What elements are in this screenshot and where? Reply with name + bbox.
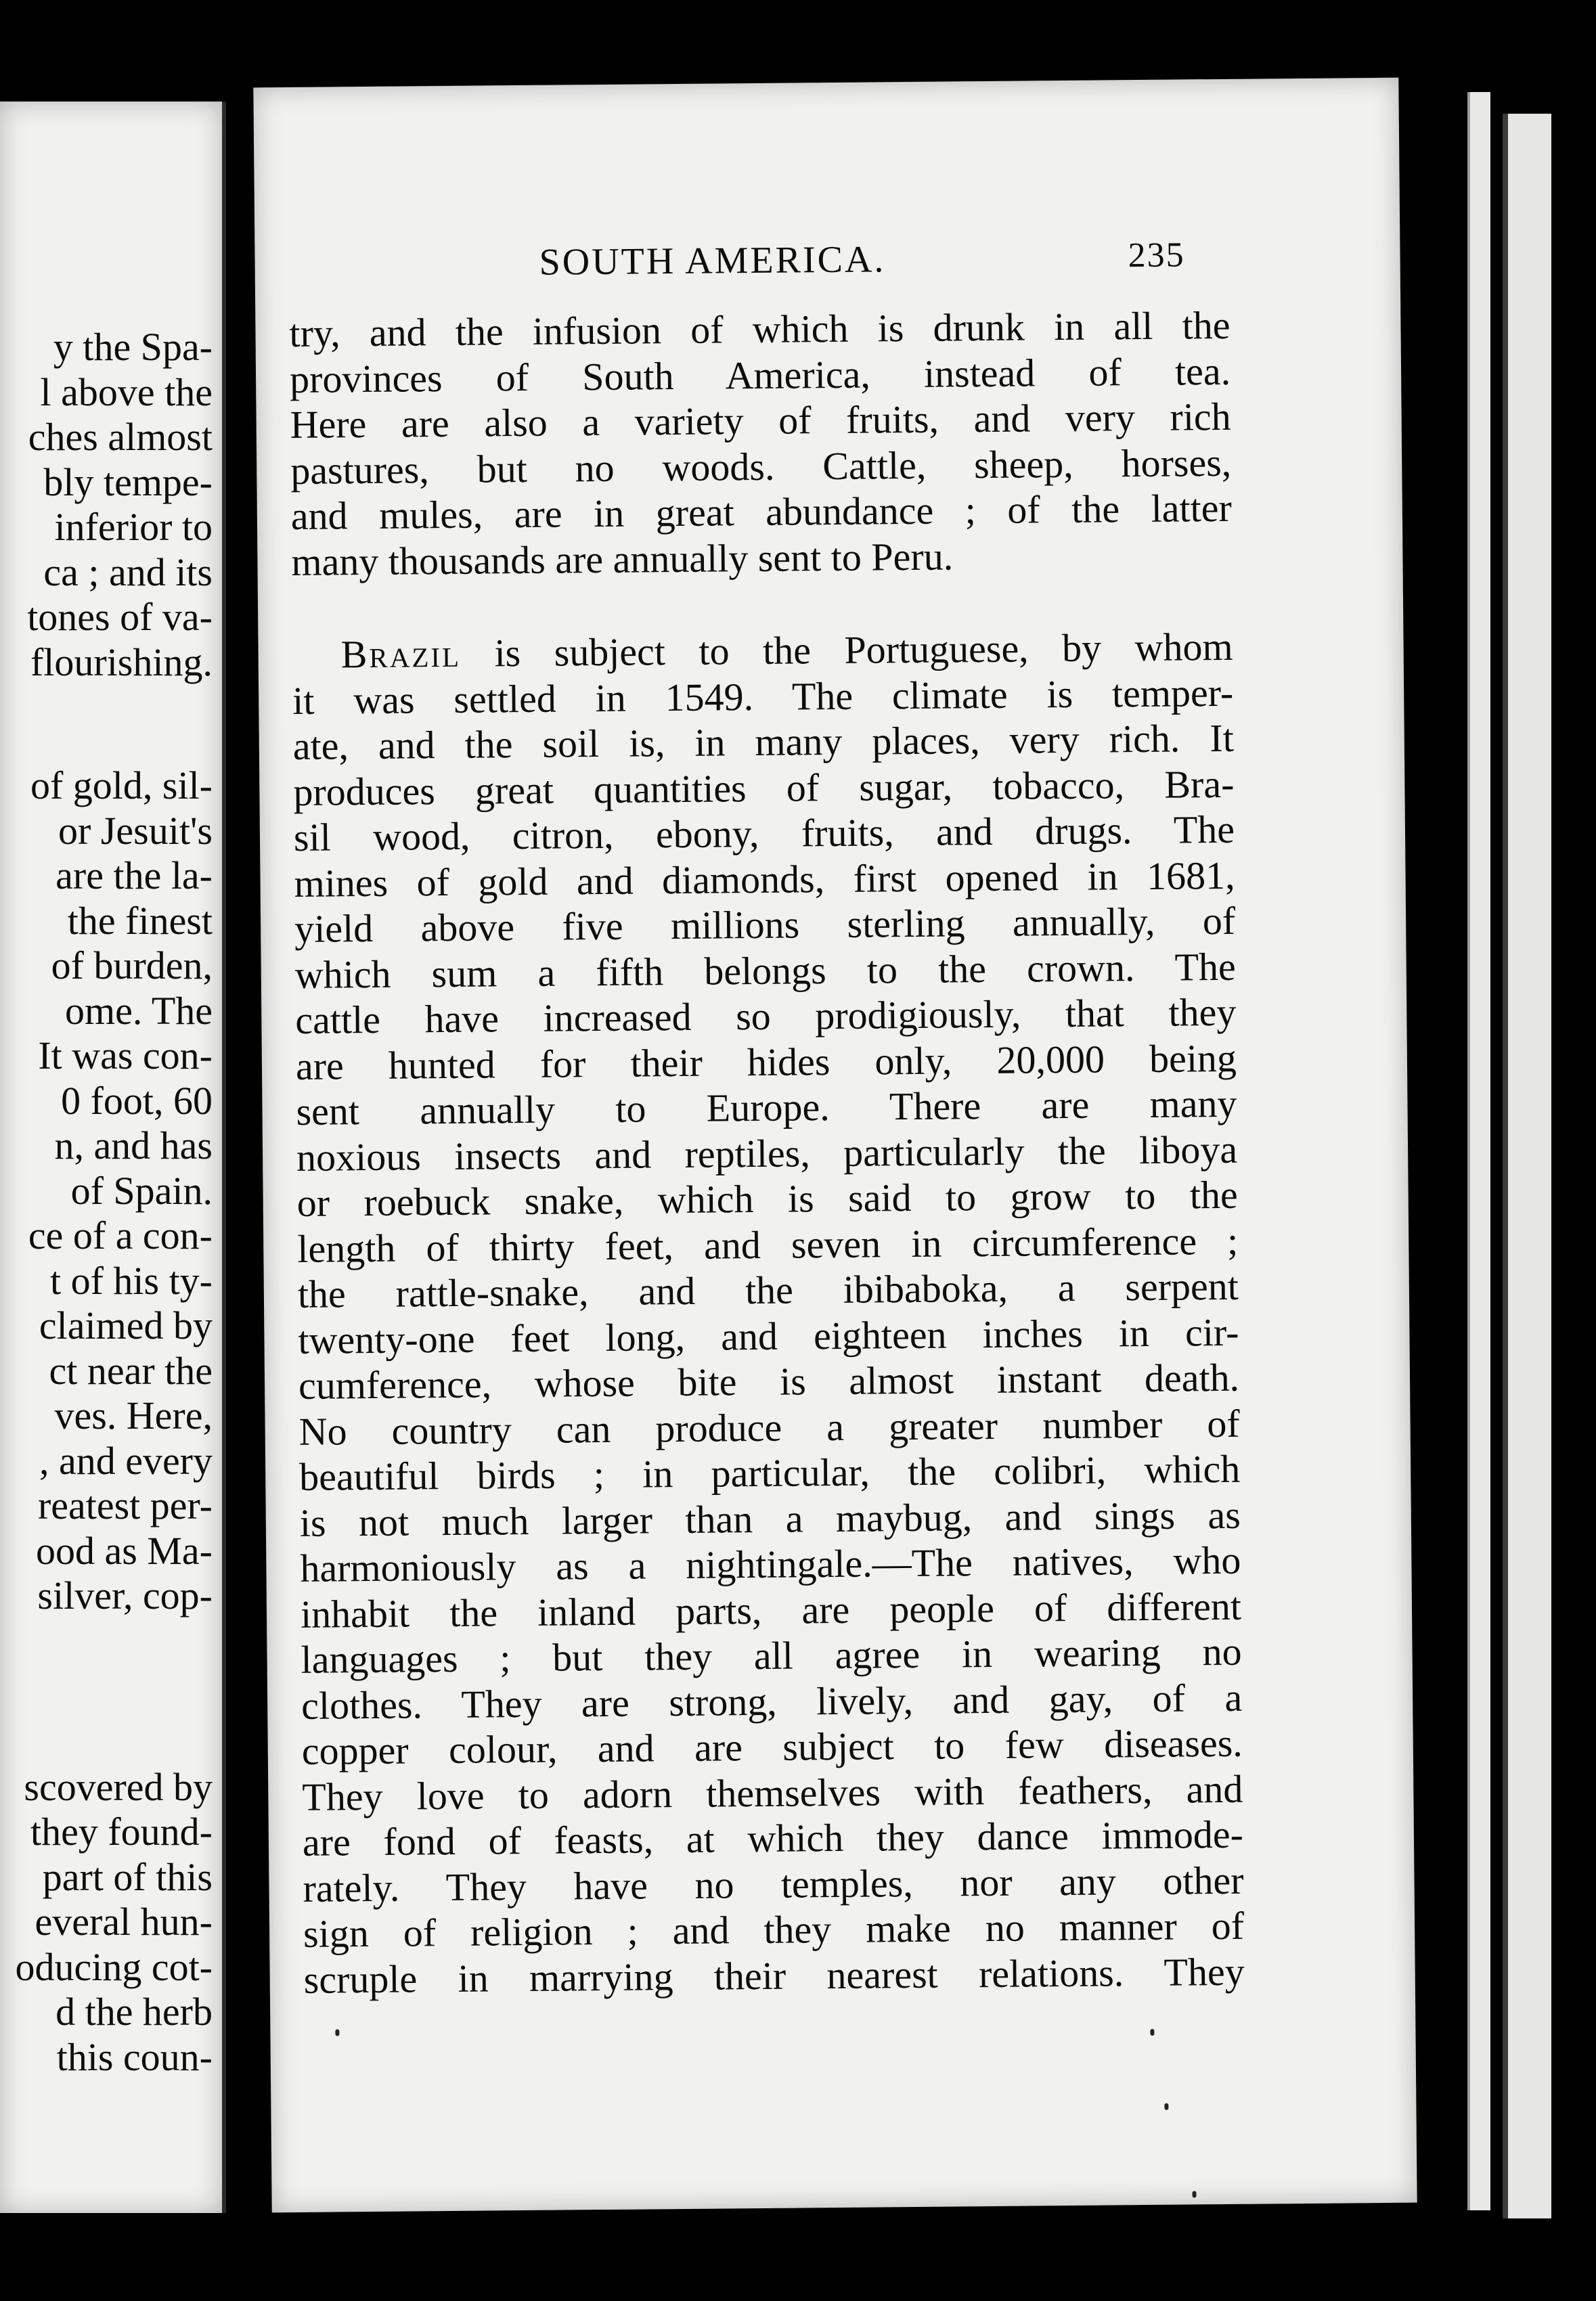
text-line: are fond of feasts, at which they dance immode- <box>302 1812 1244 1864</box>
text-line: tones of va- <box>27 595 213 639</box>
left-page <box>0 102 226 2213</box>
text-line: inhabit the inland parts, are people of different <box>300 1584 1242 1636</box>
body-text <box>289 303 1245 2003</box>
text-line: 0 foot, 60 <box>61 1078 213 1123</box>
ink-speck <box>1193 2191 1197 2197</box>
page-title: SOUTH AMERICA. <box>539 238 886 284</box>
text-line: noxious insects and reptiles, particularly the liboya <box>296 1127 1238 1180</box>
text-line: the rattle-snake, and the ibibaboka, a serpent <box>297 1264 1239 1316</box>
paragraph <box>292 624 1245 2003</box>
text-line: t of his ty- <box>49 1258 213 1303</box>
text-line: ood as Ma- <box>36 1528 213 1573</box>
text-line: ca ; and its <box>43 550 213 594</box>
text-line: yield above five millions sterling annually, of <box>294 898 1236 951</box>
text-line: n, and has <box>54 1123 213 1167</box>
text-line: everal hun- <box>35 1900 213 1944</box>
text-line: No country can produce a greater number of <box>298 1401 1240 1454</box>
text-line: reatest per- <box>37 1483 213 1527</box>
text-line: flourishing. <box>30 640 213 684</box>
text-line: the finest <box>67 898 213 943</box>
text-line: ct near the <box>49 1348 213 1393</box>
text-line: silver, cop- <box>37 1573 213 1617</box>
text-line: which sum a fifth belongs to the crown. The <box>294 944 1237 997</box>
text-line: harmoniously as a nightingale.—The natives, who <box>300 1538 1241 1590</box>
text-line: sil wood, citron, ebony, fruits, and drugs. The <box>293 807 1235 859</box>
page-number: 235 <box>1128 236 1185 275</box>
text-line: cumference, whose bite is almost instant death. <box>298 1355 1240 1408</box>
running-head <box>254 233 1400 298</box>
book-edge <box>1467 92 1490 2210</box>
text-line: ches almost <box>28 415 213 459</box>
paragraph <box>289 303 1232 585</box>
ink-speck <box>335 2029 339 2036</box>
text-line: sent annually to Europe. There are many <box>296 1081 1237 1134</box>
text-line: provinces of South America, instead of tea. <box>289 349 1231 401</box>
text-line: They love to adorn themselves with feathers, and <box>302 1766 1243 1819</box>
text-line: and mules, are in great abundance ; of the latter <box>290 485 1233 538</box>
text-line: rately. They have no temples, nor any other <box>303 1858 1244 1911</box>
left-page-text <box>0 325 213 2080</box>
ink-speck <box>1164 2103 1168 2110</box>
text-line: d the herb <box>56 1990 213 2034</box>
text-line: are hunted for their hides only, 20,000 being <box>295 1035 1237 1088</box>
text-line: are the la- <box>56 853 213 897</box>
text-line <box>292 624 1233 678</box>
text-line: this coun- <box>56 2034 213 2079</box>
text-line: cattle have increased so prodigiously, that they <box>295 989 1237 1042</box>
text-line: or roebuck snake, which is said to grow to the <box>296 1172 1238 1225</box>
text-line: they found- <box>30 1810 213 1854</box>
text-line: of gold, sil- <box>30 763 213 807</box>
text-run: is subject to the Portuguese, by whom <box>494 624 1233 675</box>
text-line: of Spain. <box>70 1168 213 1213</box>
text-line: pastures, but no woods. Cattle, sheep, horses, <box>290 440 1232 493</box>
right-page <box>253 78 1417 2213</box>
book-edge <box>1503 114 1551 2218</box>
text-line: twenty-one feet long, and eighteen inches in cir- <box>298 1310 1239 1362</box>
text-line: mines of gold and diamonds, first opened in 1681, <box>294 853 1235 906</box>
text-line: sign of religion ; and they make no manner of <box>303 1903 1245 1956</box>
text-line: Here are also a variety of fruits, and very rich <box>290 394 1231 447</box>
text-line: ves. Here, <box>54 1393 213 1437</box>
text-line: ate, and the soil is, in many places, very rich. It <box>292 715 1235 768</box>
text-line: copper colour, and are subject to few diseases. <box>301 1720 1243 1773</box>
text-line: claimed by <box>39 1303 213 1347</box>
text-line: beautiful birds ; in particular, the colibri, which <box>298 1446 1241 1499</box>
text-line: l above the <box>40 370 213 414</box>
text-line: length of thirty feet, and seven in circumference ; <box>297 1218 1239 1271</box>
text-line: , and every <box>39 1438 213 1483</box>
text-line: it was settled in 1549. The climate is temper- <box>292 670 1234 723</box>
text-line: scovered by <box>24 1764 213 1809</box>
section-lead-word: Brazil <box>340 631 462 677</box>
text-line: ome. The <box>65 988 213 1033</box>
text-line: ce of a con- <box>28 1213 213 1257</box>
text-line: bly tempe- <box>43 460 213 504</box>
text-line: is not much larger than a maybug, and sings as <box>299 1492 1241 1545</box>
text-line: scruple in marrying their nearest relations. They <box>303 1949 1245 2002</box>
text-line: It was con- <box>38 1033 213 1077</box>
text-line: clothes. They are strong, lively, and gay, of a <box>301 1675 1243 1728</box>
text-line: produces great quantities of sugar, tobacco, Bra- <box>293 761 1235 814</box>
text-line: inferior to <box>54 505 213 549</box>
ink-speck <box>1150 2029 1154 2036</box>
text-line: oducing cot- <box>15 1944 213 1989</box>
text-line: y the Spa- <box>53 325 213 369</box>
text-line: or Jesuit's <box>58 808 213 853</box>
text-line: try, and the infusion of which is drunk in all the <box>289 303 1231 355</box>
text-line: languages ; but they all agree in wearing no <box>301 1629 1242 1682</box>
text-line: part of this <box>42 1854 213 1899</box>
text-line: of burden, <box>51 943 213 987</box>
text-line: many thousands are annually sent to Peru. <box>291 533 954 584</box>
